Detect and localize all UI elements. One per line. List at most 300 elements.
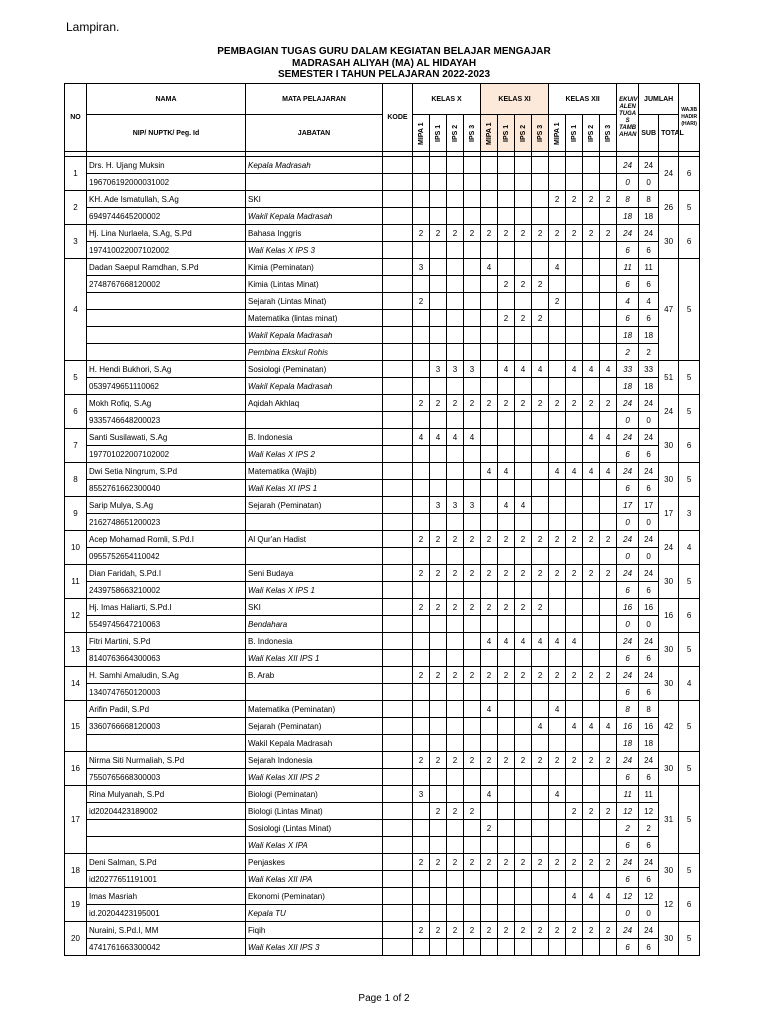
class-hours-cell bbox=[481, 276, 498, 293]
class-hours-cell bbox=[515, 837, 532, 854]
class-hours-cell bbox=[600, 582, 617, 599]
teacher-id: id.20204423195001 bbox=[87, 905, 246, 922]
class-hours-cell bbox=[498, 548, 515, 565]
class-hours-cell bbox=[430, 718, 447, 735]
class-hours-cell: 2 bbox=[515, 310, 532, 327]
class-hours-cell bbox=[549, 837, 566, 854]
class-hours-cell bbox=[464, 905, 481, 922]
class-hours-cell bbox=[549, 650, 566, 667]
teacher-number: 12 bbox=[65, 599, 87, 633]
class-hours-cell bbox=[583, 174, 600, 191]
subject-or-position: Matematika (Peminatan) bbox=[246, 701, 383, 718]
class-hours-cell bbox=[600, 599, 617, 616]
ekuivalen-cell: 6 bbox=[617, 276, 639, 293]
class-hours-cell bbox=[600, 871, 617, 888]
table-row bbox=[65, 684, 700, 701]
class-hours-cell bbox=[430, 684, 447, 701]
kode-cell bbox=[383, 395, 413, 412]
header-class-col: IPS 2 bbox=[515, 115, 532, 152]
kode-cell bbox=[383, 786, 413, 803]
sub-total-cell: 11 bbox=[639, 786, 659, 803]
class-hours-cell bbox=[498, 786, 515, 803]
header-class-col: IPS 1 bbox=[566, 115, 583, 152]
class-hours-cell: 2 bbox=[413, 225, 430, 242]
class-hours-cell: 4 bbox=[515, 361, 532, 378]
class-hours-cell bbox=[413, 633, 430, 650]
class-hours-cell: 2 bbox=[549, 565, 566, 582]
class-hours-cell bbox=[583, 310, 600, 327]
subject-or-position: Al Qur'an Hadist bbox=[246, 531, 383, 548]
class-hours-cell bbox=[566, 871, 583, 888]
total-cell: 30 bbox=[659, 463, 679, 497]
class-hours-cell bbox=[566, 769, 583, 786]
class-hours-cell: 2 bbox=[481, 565, 498, 582]
class-hours-cell: 4 bbox=[447, 429, 464, 446]
teacher-number: 20 bbox=[65, 922, 87, 956]
class-hours-cell: 2 bbox=[413, 854, 430, 871]
sub-total-cell: 12 bbox=[639, 888, 659, 905]
class-hours-cell bbox=[515, 259, 532, 276]
class-hours-cell bbox=[464, 871, 481, 888]
header-class-col: MIPA 1 bbox=[481, 115, 498, 152]
teacher-id: 6949744645200002 bbox=[87, 208, 246, 225]
sub-total-cell: 16 bbox=[639, 599, 659, 616]
class-hours-cell bbox=[532, 684, 549, 701]
class-hours-cell bbox=[515, 378, 532, 395]
class-hours-cell: 2 bbox=[447, 667, 464, 684]
class-hours-cell: 3 bbox=[430, 497, 447, 514]
subject-or-position bbox=[246, 548, 383, 565]
sub-total-cell: 6 bbox=[639, 276, 659, 293]
class-hours-cell bbox=[600, 293, 617, 310]
class-hours-cell: 2 bbox=[600, 667, 617, 684]
kode-cell bbox=[383, 259, 413, 276]
class-hours-cell bbox=[464, 888, 481, 905]
class-hours-cell: 2 bbox=[413, 752, 430, 769]
subject-or-position: Wali Kelas XII IPS 2 bbox=[246, 769, 383, 786]
class-hours-cell bbox=[515, 446, 532, 463]
class-hours-cell bbox=[498, 684, 515, 701]
sub-total-cell: 24 bbox=[639, 565, 659, 582]
class-hours-cell bbox=[498, 939, 515, 956]
class-hours-cell bbox=[600, 786, 617, 803]
class-hours-cell: 2 bbox=[532, 922, 549, 939]
class-hours-cell bbox=[583, 497, 600, 514]
sub-total-cell: 0 bbox=[639, 412, 659, 429]
class-hours-cell bbox=[515, 803, 532, 820]
class-hours-cell: 2 bbox=[600, 225, 617, 242]
sub-total-cell: 6 bbox=[639, 939, 659, 956]
class-hours-cell: 4 bbox=[413, 429, 430, 446]
subject-or-position: Matematika (lintas minat) bbox=[246, 310, 383, 327]
class-hours-cell bbox=[566, 412, 583, 429]
class-hours-cell bbox=[464, 633, 481, 650]
class-hours-cell bbox=[447, 208, 464, 225]
ekuivalen-cell: 12 bbox=[617, 888, 639, 905]
class-hours-cell: 2 bbox=[498, 667, 515, 684]
total-cell: 42 bbox=[659, 701, 679, 752]
class-hours-cell: 2 bbox=[583, 565, 600, 582]
class-hours-cell bbox=[430, 582, 447, 599]
class-hours-cell bbox=[481, 616, 498, 633]
kode-cell bbox=[383, 820, 413, 837]
subject-or-position: Ekonomi (Peminatan) bbox=[246, 888, 383, 905]
class-hours-cell bbox=[430, 633, 447, 650]
ekuivalen-cell: 0 bbox=[617, 514, 639, 531]
subject-or-position: Wakil Kepala Madrasah bbox=[246, 378, 383, 395]
class-hours-cell bbox=[498, 191, 515, 208]
class-hours-cell bbox=[447, 888, 464, 905]
wajib-hadir-cell: 6 bbox=[679, 429, 700, 463]
table-row bbox=[65, 191, 700, 208]
class-hours-cell bbox=[583, 939, 600, 956]
class-hours-cell: 2 bbox=[430, 531, 447, 548]
class-hours-cell: 2 bbox=[515, 225, 532, 242]
kode-cell bbox=[383, 905, 413, 922]
class-hours-cell bbox=[498, 514, 515, 531]
class-hours-cell bbox=[413, 157, 430, 174]
kode-cell bbox=[383, 769, 413, 786]
sub-total-cell: 8 bbox=[639, 701, 659, 718]
class-hours-cell: 2 bbox=[464, 565, 481, 582]
header-wajib-hadir bbox=[679, 84, 700, 152]
sub-total-cell: 12 bbox=[639, 803, 659, 820]
class-hours-cell bbox=[532, 701, 549, 718]
class-hours-cell: 2 bbox=[447, 565, 464, 582]
class-hours-cell bbox=[481, 242, 498, 259]
class-hours-cell: 2 bbox=[447, 854, 464, 871]
class-hours-cell bbox=[430, 310, 447, 327]
class-hours-cell bbox=[413, 684, 430, 701]
wajib-hadir-cell: 5 bbox=[679, 633, 700, 667]
class-hours-cell: 2 bbox=[498, 854, 515, 871]
class-hours-cell bbox=[481, 514, 498, 531]
teacher-number: 13 bbox=[65, 633, 87, 667]
kode-cell bbox=[383, 378, 413, 395]
table-row bbox=[65, 701, 700, 718]
class-hours-cell: 2 bbox=[498, 310, 515, 327]
ekuivalen-cell: 18 bbox=[617, 735, 639, 752]
class-hours-cell bbox=[447, 650, 464, 667]
class-hours-cell bbox=[566, 327, 583, 344]
subject-or-position: Wali Kelas X IPA bbox=[246, 837, 383, 854]
class-hours-cell bbox=[464, 480, 481, 497]
header-class-col: IPS 2 bbox=[447, 115, 464, 152]
total-cell: 47 bbox=[659, 259, 679, 361]
subject-or-position: Wakil Kepala Madrasah bbox=[246, 735, 383, 752]
class-hours-cell: 4 bbox=[583, 361, 600, 378]
class-hours-cell bbox=[515, 616, 532, 633]
class-hours-cell bbox=[566, 905, 583, 922]
kode-cell bbox=[383, 565, 413, 582]
kode-cell bbox=[383, 752, 413, 769]
header-class-col: IPS 3 bbox=[464, 115, 481, 152]
class-hours-cell bbox=[413, 191, 430, 208]
class-hours-cell: 2 bbox=[566, 854, 583, 871]
class-hours-cell bbox=[481, 582, 498, 599]
kode-cell bbox=[383, 242, 413, 259]
class-hours-cell bbox=[498, 378, 515, 395]
class-hours-cell bbox=[447, 735, 464, 752]
header-kelas-xi: KELAS XI bbox=[481, 84, 549, 115]
teacher-number: 5 bbox=[65, 361, 87, 395]
class-hours-cell: 2 bbox=[532, 599, 549, 616]
class-hours-cell: 2 bbox=[549, 922, 566, 939]
class-hours-cell: 4 bbox=[583, 463, 600, 480]
table-row bbox=[65, 480, 700, 497]
teacher-name: Nirma Siti Nurmaliah, S.Pd bbox=[87, 752, 246, 769]
class-hours-cell: 2 bbox=[532, 565, 549, 582]
table-row bbox=[65, 888, 700, 905]
class-hours-cell bbox=[532, 905, 549, 922]
kode-cell bbox=[383, 837, 413, 854]
wajib-hadir-cell: 5 bbox=[679, 395, 700, 429]
subject-or-position: Aqidah Akhlaq bbox=[246, 395, 383, 412]
table-row bbox=[65, 735, 700, 752]
class-hours-cell bbox=[566, 259, 583, 276]
kode-cell bbox=[383, 939, 413, 956]
class-hours-cell: 2 bbox=[566, 531, 583, 548]
kode-cell bbox=[383, 854, 413, 871]
class-hours-cell bbox=[464, 718, 481, 735]
teacher-id: 8552761662300040 bbox=[87, 480, 246, 497]
teacher-id: 2748767668120002 bbox=[87, 276, 246, 293]
class-hours-cell bbox=[583, 259, 600, 276]
class-hours-cell: 2 bbox=[464, 667, 481, 684]
kode-cell bbox=[383, 327, 413, 344]
title-line-1: PEMBAGIAN TUGAS GURU DALAM KEGIATAN BELAJAR MENGAJAR bbox=[217, 46, 551, 57]
class-hours-cell bbox=[498, 293, 515, 310]
teacher-name: H. Hendi Bukhori, S.Ag bbox=[87, 361, 246, 378]
class-hours-cell: 2 bbox=[515, 922, 532, 939]
class-hours-cell bbox=[413, 718, 430, 735]
class-hours-cell bbox=[481, 344, 498, 361]
ekuivalen-cell: 24 bbox=[617, 667, 639, 684]
subject-or-position bbox=[246, 514, 383, 531]
teacher-id: 2439758663210002 bbox=[87, 582, 246, 599]
class-hours-cell bbox=[481, 191, 498, 208]
class-hours-cell bbox=[447, 157, 464, 174]
class-hours-cell bbox=[413, 837, 430, 854]
ekuivalen-cell: 16 bbox=[617, 599, 639, 616]
table-row bbox=[65, 565, 700, 582]
class-hours-cell bbox=[447, 310, 464, 327]
total-cell: 30 bbox=[659, 752, 679, 786]
class-hours-cell bbox=[532, 786, 549, 803]
total-cell: 30 bbox=[659, 854, 679, 888]
class-hours-cell bbox=[481, 871, 498, 888]
class-hours-cell bbox=[566, 497, 583, 514]
class-hours-cell bbox=[464, 276, 481, 293]
subject-or-position: Bendahara bbox=[246, 616, 383, 633]
class-hours-cell bbox=[481, 548, 498, 565]
class-hours-cell bbox=[532, 344, 549, 361]
teacher-id: 3360766668120003 bbox=[87, 718, 246, 735]
class-hours-cell bbox=[447, 905, 464, 922]
class-hours-cell: 2 bbox=[566, 752, 583, 769]
class-hours-cell bbox=[566, 837, 583, 854]
class-hours-cell bbox=[498, 446, 515, 463]
table-row bbox=[65, 548, 700, 565]
teacher-number: 15 bbox=[65, 701, 87, 752]
class-hours-cell bbox=[600, 276, 617, 293]
header-total: TOTAL bbox=[659, 115, 679, 152]
class-hours-cell: 2 bbox=[430, 599, 447, 616]
class-hours-cell: 2 bbox=[447, 752, 464, 769]
class-hours-cell bbox=[430, 701, 447, 718]
class-hours-cell: 2 bbox=[413, 922, 430, 939]
class-hours-cell: 2 bbox=[583, 191, 600, 208]
class-hours-cell: 3 bbox=[464, 497, 481, 514]
class-hours-cell bbox=[464, 412, 481, 429]
class-hours-cell bbox=[498, 905, 515, 922]
kode-cell bbox=[383, 888, 413, 905]
header-nama: NAMA bbox=[87, 84, 246, 115]
class-hours-cell: 4 bbox=[532, 361, 549, 378]
subject-or-position bbox=[246, 174, 383, 191]
header-nip: NIP/ NUPTK/ Peg. Id bbox=[87, 115, 246, 152]
kode-cell bbox=[383, 803, 413, 820]
class-hours-cell: 4 bbox=[600, 718, 617, 735]
class-hours-cell: 2 bbox=[583, 395, 600, 412]
class-hours-cell bbox=[481, 327, 498, 344]
class-hours-cell: 2 bbox=[464, 531, 481, 548]
teacher-number: 9 bbox=[65, 497, 87, 531]
class-hours-cell bbox=[447, 701, 464, 718]
class-hours-cell bbox=[515, 905, 532, 922]
class-hours-cell: 2 bbox=[481, 225, 498, 242]
class-hours-cell bbox=[566, 429, 583, 446]
class-hours-cell: 2 bbox=[549, 854, 566, 871]
class-hours-cell bbox=[566, 378, 583, 395]
subject-or-position: Wali Kelas XI IPS 1 bbox=[246, 480, 383, 497]
class-hours-cell: 2 bbox=[498, 531, 515, 548]
class-hours-cell bbox=[413, 650, 430, 667]
kode-cell bbox=[383, 157, 413, 174]
class-hours-cell bbox=[600, 514, 617, 531]
class-hours-cell bbox=[430, 242, 447, 259]
class-hours-cell bbox=[549, 803, 566, 820]
class-hours-cell bbox=[566, 293, 583, 310]
class-hours-cell: 4 bbox=[481, 633, 498, 650]
table-row bbox=[65, 531, 700, 548]
class-hours-cell bbox=[532, 174, 549, 191]
class-hours-cell bbox=[430, 174, 447, 191]
class-hours-cell bbox=[413, 242, 430, 259]
class-hours-cell bbox=[430, 888, 447, 905]
class-hours-cell: 2 bbox=[498, 225, 515, 242]
kode-cell bbox=[383, 191, 413, 208]
class-hours-cell bbox=[515, 242, 532, 259]
ekuivalen-cell: 6 bbox=[617, 650, 639, 667]
class-hours-cell bbox=[481, 769, 498, 786]
class-hours-cell bbox=[447, 327, 464, 344]
class-hours-cell: 2 bbox=[600, 752, 617, 769]
class-hours-cell bbox=[430, 259, 447, 276]
class-hours-cell bbox=[413, 174, 430, 191]
class-hours-cell bbox=[447, 344, 464, 361]
class-hours-cell bbox=[413, 888, 430, 905]
class-hours-cell: 2 bbox=[430, 854, 447, 871]
teacher-id: 0539749651110062 bbox=[87, 378, 246, 395]
class-hours-cell: 2 bbox=[498, 395, 515, 412]
class-hours-cell bbox=[498, 616, 515, 633]
class-hours-cell bbox=[481, 718, 498, 735]
class-hours-cell: 2 bbox=[583, 225, 600, 242]
teacher-number: 3 bbox=[65, 225, 87, 259]
table-row bbox=[65, 803, 700, 820]
class-hours-cell bbox=[515, 208, 532, 225]
teacher-number: 11 bbox=[65, 565, 87, 599]
class-hours-cell bbox=[583, 599, 600, 616]
subject-or-position: Kepala Madrasah bbox=[246, 157, 383, 174]
class-hours-cell bbox=[583, 735, 600, 752]
sub-total-cell: 24 bbox=[639, 429, 659, 446]
class-hours-cell bbox=[532, 259, 549, 276]
class-hours-cell bbox=[566, 208, 583, 225]
class-hours-cell bbox=[566, 446, 583, 463]
sub-total-cell: 24 bbox=[639, 922, 659, 939]
class-hours-cell bbox=[583, 837, 600, 854]
class-hours-cell: 2 bbox=[532, 854, 549, 871]
header-kelas-x: KELAS X bbox=[413, 84, 481, 115]
class-hours-cell: 4 bbox=[481, 463, 498, 480]
class-hours-cell: 2 bbox=[464, 752, 481, 769]
class-hours-cell bbox=[566, 514, 583, 531]
header-wajib-hadir-text: WAJIB HADIR (HARI) bbox=[681, 107, 698, 127]
class-hours-cell bbox=[532, 446, 549, 463]
class-hours-cell bbox=[532, 293, 549, 310]
class-hours-cell bbox=[583, 344, 600, 361]
class-hours-cell: 2 bbox=[532, 310, 549, 327]
sub-total-cell: 18 bbox=[639, 378, 659, 395]
class-hours-cell bbox=[549, 820, 566, 837]
ekuivalen-cell: 8 bbox=[617, 701, 639, 718]
sub-total-cell: 6 bbox=[639, 446, 659, 463]
ekuivalen-cell: 0 bbox=[617, 905, 639, 922]
class-hours-cell bbox=[549, 514, 566, 531]
class-hours-cell bbox=[515, 293, 532, 310]
class-hours-cell: 3 bbox=[464, 361, 481, 378]
subject-or-position: Penjaskes bbox=[246, 854, 383, 871]
sub-total-cell: 24 bbox=[639, 531, 659, 548]
class-hours-cell: 4 bbox=[566, 361, 583, 378]
class-hours-cell bbox=[498, 344, 515, 361]
ekuivalen-cell: 6 bbox=[617, 242, 639, 259]
wajib-hadir-cell: 5 bbox=[679, 701, 700, 752]
class-hours-cell: 2 bbox=[413, 599, 430, 616]
class-hours-cell: 2 bbox=[532, 667, 549, 684]
class-hours-cell bbox=[566, 242, 583, 259]
class-hours-cell: 2 bbox=[430, 803, 447, 820]
class-hours-cell bbox=[600, 769, 617, 786]
class-hours-cell: 2 bbox=[549, 225, 566, 242]
teacher-id bbox=[87, 735, 246, 752]
teacher-name: Arifin Padil, S.Pd bbox=[87, 701, 246, 718]
class-hours-cell bbox=[447, 684, 464, 701]
ekuivalen-cell: 24 bbox=[617, 395, 639, 412]
subject-or-position: Sejarah (Peminatan) bbox=[246, 497, 383, 514]
wajib-hadir-cell: 5 bbox=[679, 191, 700, 225]
class-hours-cell: 2 bbox=[566, 225, 583, 242]
class-hours-cell bbox=[549, 769, 566, 786]
total-cell: 16 bbox=[659, 599, 679, 633]
class-hours-cell: 2 bbox=[498, 565, 515, 582]
class-hours-cell: 2 bbox=[447, 395, 464, 412]
wajib-hadir-cell: 6 bbox=[679, 225, 700, 259]
class-hours-cell bbox=[532, 497, 549, 514]
class-hours-cell bbox=[515, 582, 532, 599]
